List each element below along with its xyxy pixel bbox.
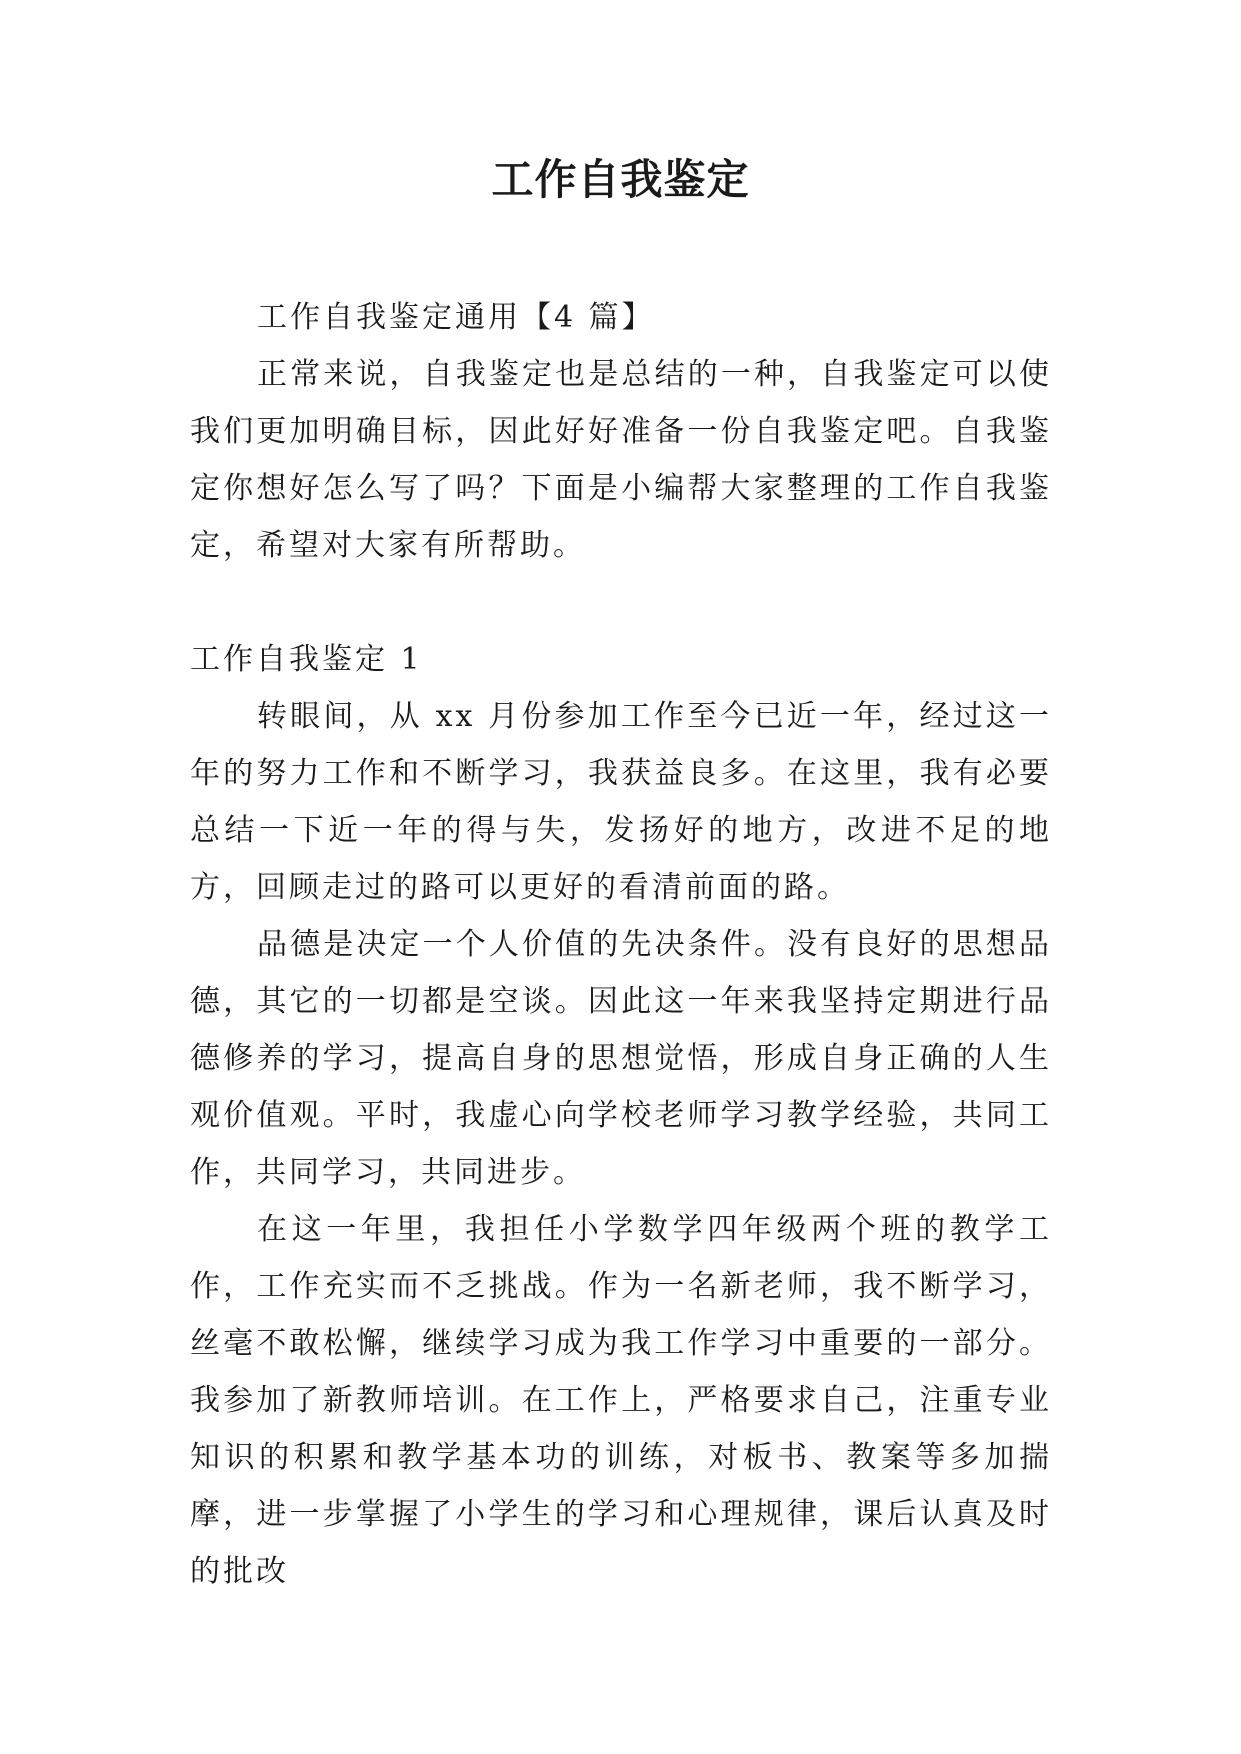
body-paragraph: 品德是决定一个人价值的先决条件。没有良好的思想品德，其它的一切都是空谈。因此这一年来我坚持定期进行品德修养的学习，提高自身的思想觉悟，形成自身正确的人生观价值观。平时，我虚心向学校老师学习教学经验，共同工作，共同学习，共同进步。 xyxy=(190,927,1052,1190)
document-body xyxy=(190,289,1052,1600)
intro-paragraph: 正常来说，自我鉴定也是总结的一种，自我鉴定可以使我们更加明确目标，因此好好准备一份自我鉴定吧。自我鉴定你想好怎么写了吗？下面是小编帮大家整理的工作自我鉴定，希望对大家有所帮助。 xyxy=(190,357,1052,563)
document-subtitle: 工作自我鉴定通用【4 篇】 xyxy=(257,300,655,335)
section-heading: 工作自我鉴定 1 xyxy=(190,642,423,677)
body-paragraph: 在这一年里，我担任小学数学四年级两个班的教学工作，工作充实而不乏挑战。作为一名新老师，我不断学习，丝毫不敢松懈，继续学习成为我工作学习中重要的一部分。我参加了新教师培训。在工作上，严格要求自己，注重专业知识的积累和教学基本功的训练，对板书、教案等多加揣摩，进一步掌握了小学生的学习和心理规律，课后认真及时的批改 xyxy=(190,1212,1052,1589)
body-paragraph: 转眼间，从 xx 月份参加工作至今已近一年，经过这一年的努力工作和不断学习，我获益良多。在这里，我有必要总结一下近一年的得与失，发扬好的地方，改进不足的地方，回顾走过的路可以更好的看清前面的路。 xyxy=(190,699,1052,905)
document-title: 工作自我鉴定 xyxy=(491,155,750,204)
